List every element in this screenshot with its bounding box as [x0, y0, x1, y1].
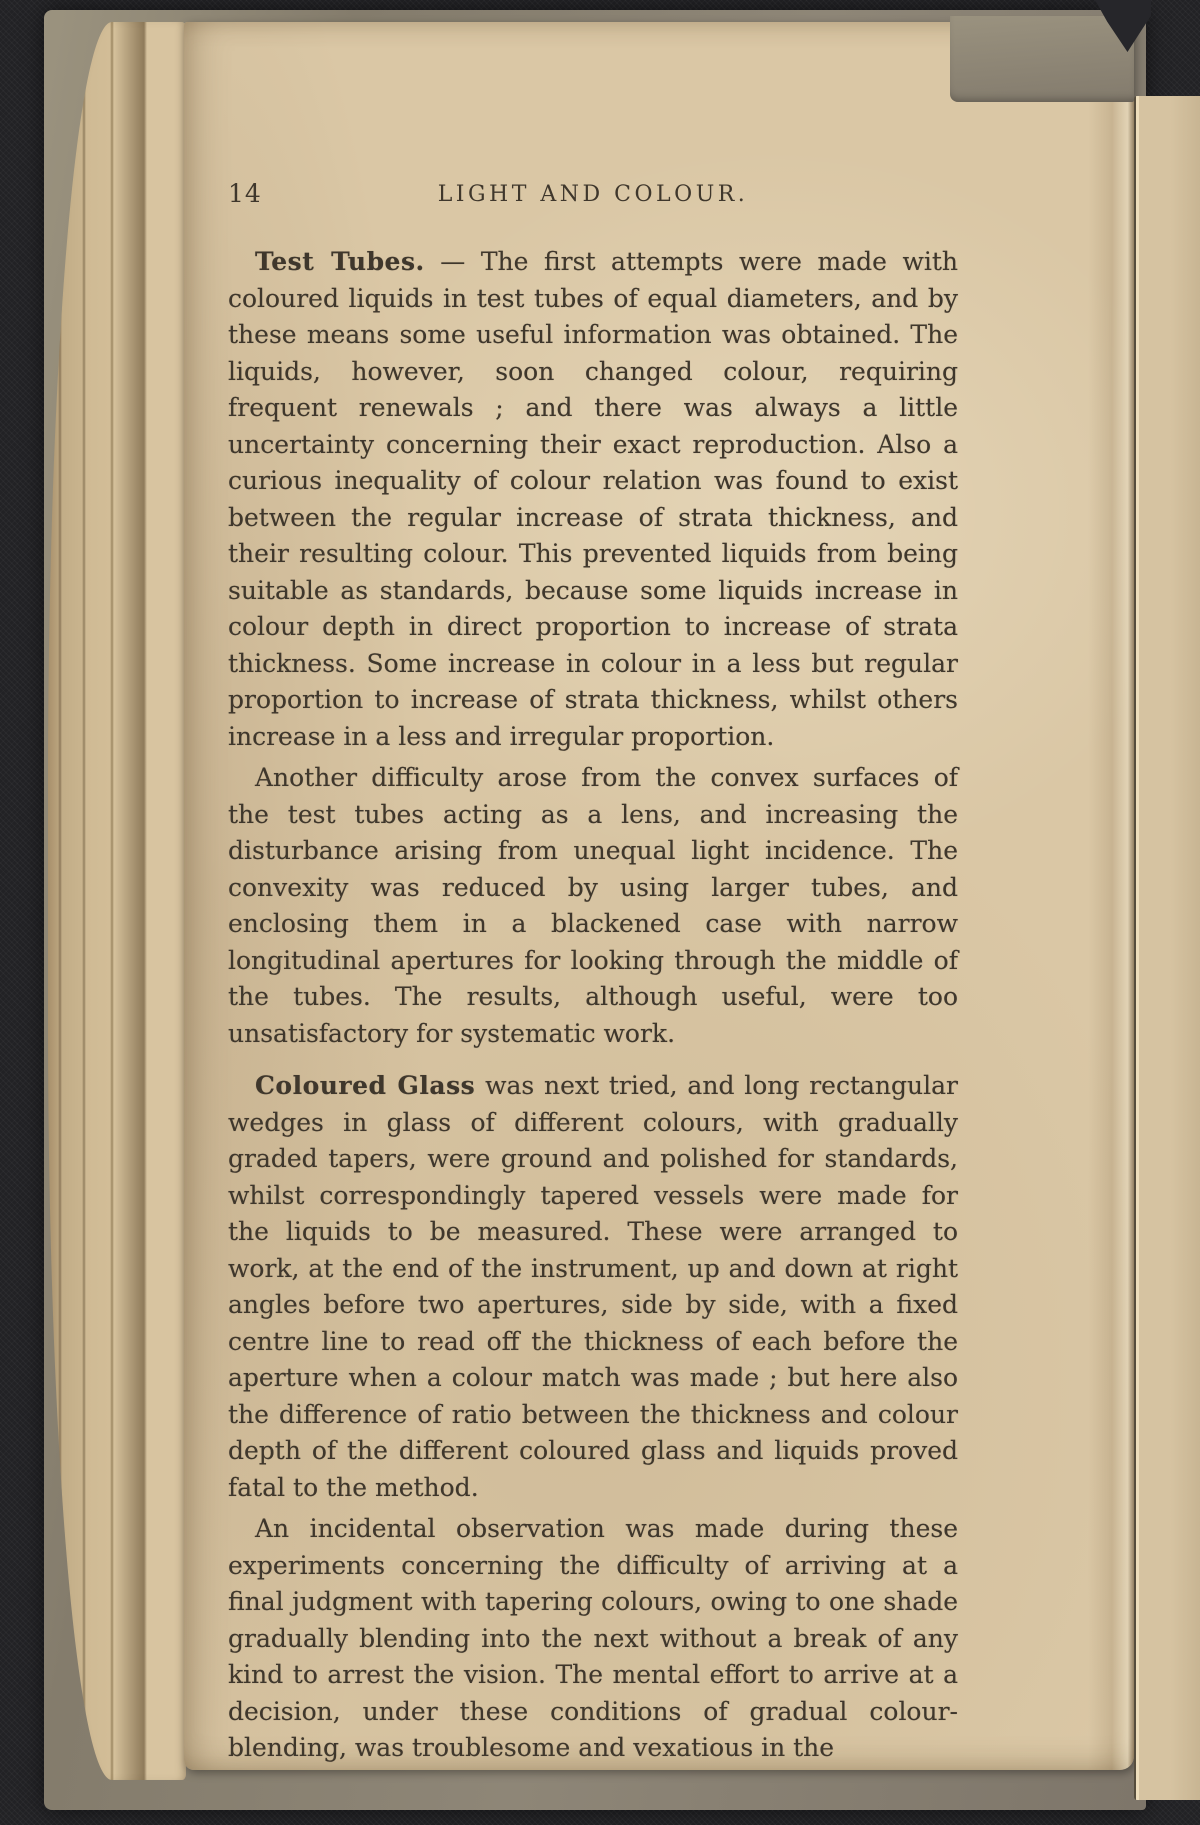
page-edge-stack	[48, 22, 186, 1780]
page-number: 14	[228, 179, 262, 208]
para-test-tubes	[228, 244, 958, 755]
para-convex-difficulty-text: Another difficulty arose from the convex surfaces of the test tubes acting as a lens, and increasing the disturbance arising from unequal light incidence. The convexity was reduced by using larger tubes, and enclosing them in a blackened case with narrow longitudinal apertures for looking through the middle of the tubes. The results, although useful, were too unsatisfactory for systematic work.	[228, 763, 958, 1048]
page-right-curl	[1088, 22, 1134, 1770]
para-coloured-glass	[228, 1068, 958, 1506]
cover-corner-exposed	[950, 16, 1134, 102]
page-body	[228, 244, 958, 1772]
facing-page-edge	[1134, 96, 1200, 1800]
book-page	[184, 22, 1134, 1770]
lead-coloured-glass: Coloured Glass	[255, 1071, 476, 1100]
page-header	[228, 178, 958, 214]
para-test-tubes-text: — The first attempts were made with coloured liquids in test tubes of equal diameters, and by these means some useful information was obtained. The liquids, however, soon changed colour, requiring frequent renewals ; and there was always a little uncertainty concerning their exact reproduction. Also a curious inequality of colour relation was found to exist between the regular increase of strata thickness, and their resulting colour. This prevented liquids from being suitable as standards, because some liquids increase in colour depth in direct proportion to increase of strata thickness. Some increase in colour in a less but regular proportion to increase of strata thickness, whilst others increase in a less and irregular proportion.	[228, 247, 958, 751]
running-title: LIGHT AND COLOUR.	[437, 182, 749, 207]
para-coloured-glass-text: was next tried, and long rectangular wedges in glass of different colours, with gradually graded tapers, were ground and polished for standards, whilst correspondingly tapered vessels were made for the liquids to be measured. These were arranged to work, at the end of the instrument, up and down at right angles before two apertures, side by side, with a fixed centre line to read off the thickness of each before the aperture when a colour match was made ; but here also the difference of ratio between the thickness and colour depth of the different coloured glass and liquids proved fatal to the method.	[228, 1071, 958, 1502]
lead-test-tubes: Test Tubes.	[255, 247, 425, 276]
para-incidental-observation	[228, 1511, 958, 1767]
para-convex-difficulty	[228, 760, 958, 1052]
para-incidental-observation-text: An incidental observation was made during these experiments concerning the difficulty of arriving at a final judgment with tapering colours, owing to one shade gradually blending into the next without a break of any kind to arrest the vision. The mental effort to arrive at a decision, under these conditions of gradual colour-blending, was troublesome and vexatious in the	[228, 1514, 958, 1762]
